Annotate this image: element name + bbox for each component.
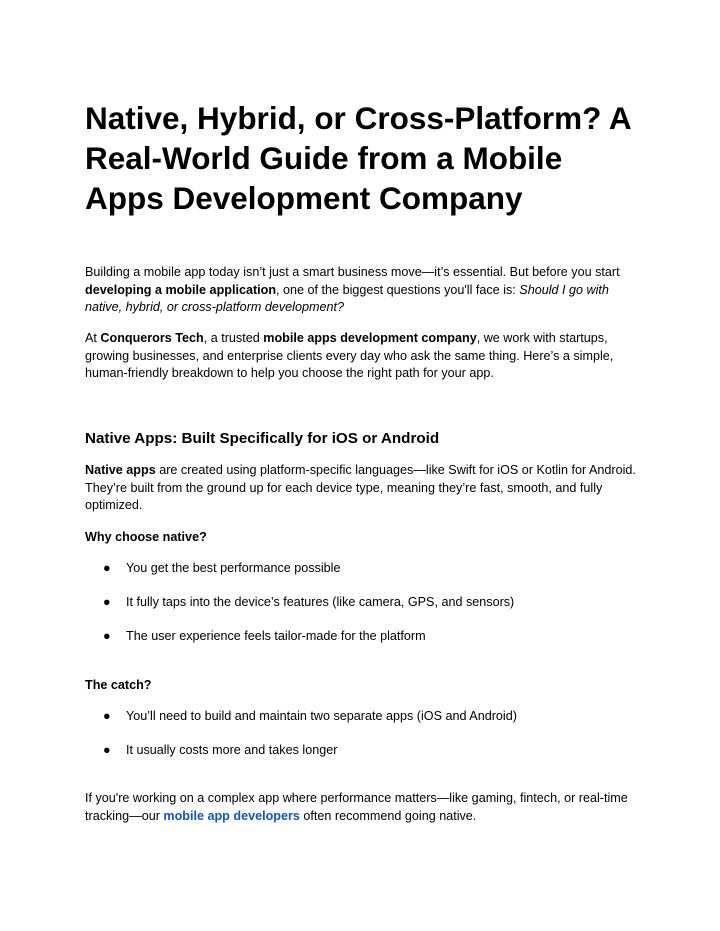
closing-text: often recommend going native. [299, 808, 477, 823]
section-heading-native: Native Apps: Built Specifically for iOS or Android [85, 430, 440, 447]
bullet-icon: ● [103, 595, 111, 609]
bullet-icon: ● [103, 743, 111, 757]
list-item [103, 742, 623, 759]
list-item [103, 594, 623, 611]
intro-paragraph-2 [85, 330, 637, 383]
bold-phrase: Native apps [85, 463, 156, 477]
page-title: Native, Hybrid, or Cross-Platform? A Real-World Guide from a Mobile Apps Development Company [85, 100, 631, 216]
list-item-text: You get the best performance possible [126, 561, 341, 575]
list-item-text: The user experience feels tailor-made for the platform [126, 629, 426, 643]
intro-text: Building a mobile app today isn’t just a smart business move—it’s essential. But before you start [85, 265, 620, 279]
bold-phrase: developing a mobile application [85, 282, 277, 297]
company-name: Conquerors Tech [100, 331, 204, 345]
catch-label: The catch? [85, 678, 152, 692]
list-item-text: It fully taps into the device’s features (like camera, GPS, and sensors) [126, 595, 515, 609]
italic-question: Should I go with native, hybrid, or cross-platform development? [85, 282, 609, 315]
bullet-icon: ● [103, 709, 111, 723]
intro-paragraph-1 [85, 264, 637, 317]
bullet-icon: ● [103, 561, 111, 575]
list-item [103, 560, 623, 577]
intro-text: , a trusted [203, 331, 264, 345]
list-item-text: You’ll need to build and maintain two separate apps (iOS and Android) [126, 709, 517, 723]
description-text: are created using platform-specific languages—like Swift for iOS or Kotlin for Android. They’re built from the ground up for each device type, meaning they’re fast, smooth, and fully optimized. [85, 463, 636, 513]
list-item [103, 628, 623, 645]
bold-phrase: mobile apps development company [263, 331, 477, 345]
list-item-text: It usually costs more and takes longer [126, 743, 338, 757]
bullet-icon: ● [103, 629, 111, 643]
closing-paragraph [85, 790, 637, 825]
mobile-app-developers-link[interactable]: mobile app developers [163, 808, 300, 823]
native-description [85, 462, 637, 515]
why-native-label: Why choose native? [85, 530, 207, 544]
intro-text: At [85, 331, 101, 345]
intro-text: , one of the biggest questions you'll face is: [276, 282, 520, 297]
closing-text: If you're working on a complex app where performance matters—like gaming, fintech, or real-time tracking—our [85, 791, 628, 823]
intro-text: , we work with startups, growing businesses, and enterprise clients every day who ask the same thing. Here’s a simple, human-friendly breakdown to help you choose the right path for your app. [85, 331, 614, 381]
list-item [103, 708, 623, 725]
